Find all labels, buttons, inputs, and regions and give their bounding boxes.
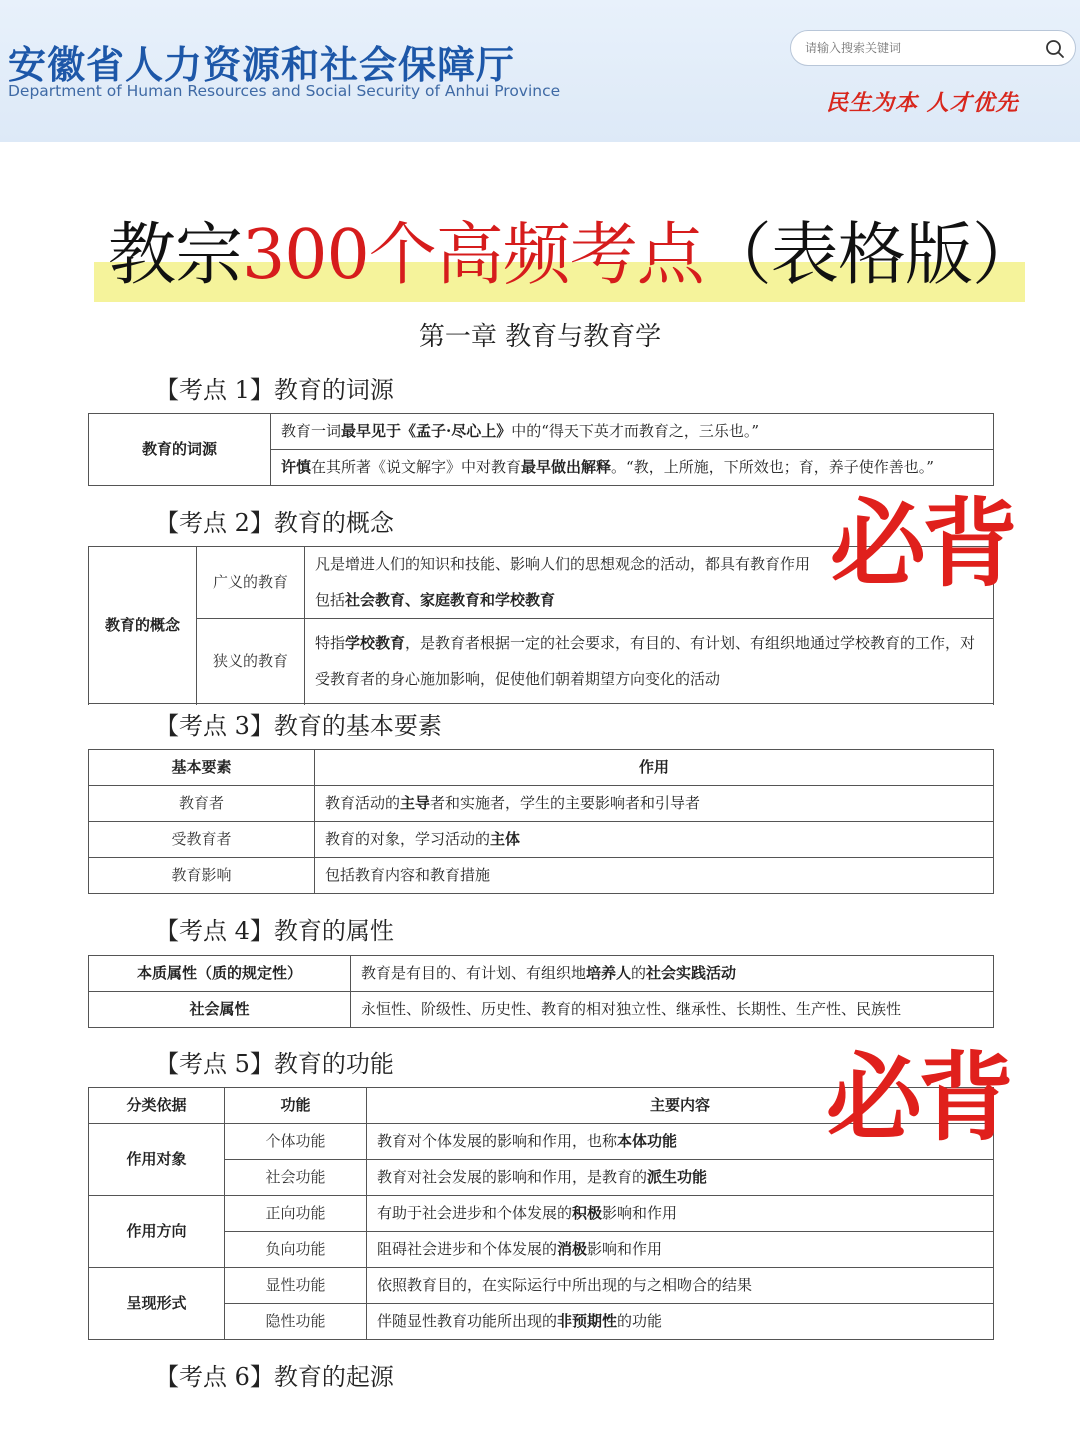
table-cell: 阻碍社会进步和个体发展的消极影响和作用 [367, 1232, 994, 1268]
title-suffix: （表格版） [703, 216, 1039, 295]
section-5-title: 【考点 5】教育的功能 [155, 1050, 394, 1078]
section-1-title: 【考点 1】教育的词源 [155, 376, 394, 404]
org-name-cn[interactable]: 安徽省人力资源和社会保障厅 [8, 43, 516, 87]
table-cell: 特指学校教育，是教育者根据一定的社会要求，有目的、有计划、有组织地通过学校教育的工作，对受教育者的身心施加影响，促使他们朝着期望方向变化的活动 [305, 619, 994, 704]
table-label: 教育者 [89, 786, 315, 822]
section-3-table [88, 749, 994, 894]
search-box[interactable] [790, 30, 1076, 66]
table-cell: 许慎在其所著《说文解字》中对教育最早做出解释。“教，上所施，下所效也；育，养子使作善也。” [271, 450, 994, 486]
table-cell: 教育是有目的、有计划、有组织地培养人的社会实践活动 [351, 956, 994, 992]
search-input[interactable] [805, 31, 1035, 65]
table-label: 社会属性 [89, 992, 351, 1028]
table-cell: 有助于社会进步和个体发展的积极影响和作用 [367, 1196, 994, 1232]
section-2-title: 【考点 2】教育的概念 [155, 509, 394, 537]
table-cell: 包括教育内容和教育措施 [315, 858, 994, 894]
org-name-en: Department of Human Resources and Social Security of Anhui Province [8, 82, 561, 100]
table-label: 本质属性（质的规定性） [89, 956, 351, 992]
must-memorize-stamp: 必背 [830, 488, 1014, 600]
chapter-title: 第一章 教育与教育学 [418, 322, 662, 352]
section-1-table [88, 413, 994, 486]
table-label: 隐性功能 [225, 1304, 367, 1340]
title-highlight-text: 300个高频考点 [242, 216, 704, 295]
table-header: 功能 [225, 1088, 367, 1124]
site-header [0, 0, 1080, 142]
table-sublabel: 狭义的教育 [197, 619, 305, 704]
table-label: 受教育者 [89, 822, 315, 858]
section-4-title: 【考点 4】教育的属性 [155, 917, 394, 945]
table-group-label: 呈现形式 [89, 1268, 225, 1340]
table-header: 主要内容 [367, 1088, 994, 1124]
search-icon[interactable] [1043, 37, 1067, 61]
table-sublabel: 广义的教育 [197, 547, 305, 619]
table-header: 基本要素 [89, 750, 315, 786]
main-title [108, 216, 1039, 296]
table-label: 显性功能 [225, 1268, 367, 1304]
section-4-table [88, 955, 994, 1028]
table-label: 正向功能 [225, 1196, 367, 1232]
table-cell: 教育对个体发展的影响和作用，也称本体功能 [367, 1124, 994, 1160]
slogan: 民生为本 人才优先 [826, 90, 1019, 116]
must-memorize-stamp: 必背 [826, 1042, 1010, 1154]
title-prefix: 教宗 [108, 216, 243, 295]
section-6-title: 【考点 6】教育的起源 [155, 1363, 394, 1391]
main-title-block [94, 212, 1039, 302]
section-3-title: 【考点 3】教育的基本要素 [155, 712, 442, 740]
table-label: 教育的词源 [89, 414, 271, 486]
table-label: 教育的概念 [89, 547, 197, 704]
table-cell: 凡是增进人们的知识和技能、影响人们的思想观念的活动，都具有教育作用 [305, 547, 994, 583]
table-cell: 包括社会教育、家庭教育和学校教育 [305, 583, 994, 619]
table-label: 负向功能 [225, 1232, 367, 1268]
table-header: 作用 [315, 750, 994, 786]
table-cell: 教育对社会发展的影响和作用，是教育的派生功能 [367, 1160, 994, 1196]
table-cell: 伴随显性教育功能所出现的非预期性的功能 [367, 1304, 994, 1340]
table-cell: 教育活动的主导者和实施者，学生的主要影响者和引导者 [315, 786, 994, 822]
table-group-label: 作用对象 [89, 1124, 225, 1196]
table-cell: 教育一词最早见于《孟子·尽心上》中的“得天下英才而教育之，三乐也。” [271, 414, 994, 450]
table-label: 个体功能 [225, 1124, 367, 1160]
table-cell: 依照教育目的，在实际运行中所出现的与之相吻合的结果 [367, 1268, 994, 1304]
table-header: 分类依据 [89, 1088, 225, 1124]
table-cell: 永恒性、阶级性、历史性、教育的相对独立性、继承性、长期性、生产性、民族性 [351, 992, 994, 1028]
table-label: 教育影响 [89, 858, 315, 894]
table-cell: 教育的对象，学习活动的主体 [315, 822, 994, 858]
table-group-label: 作用方向 [89, 1196, 225, 1268]
table-label: 社会功能 [225, 1160, 367, 1196]
